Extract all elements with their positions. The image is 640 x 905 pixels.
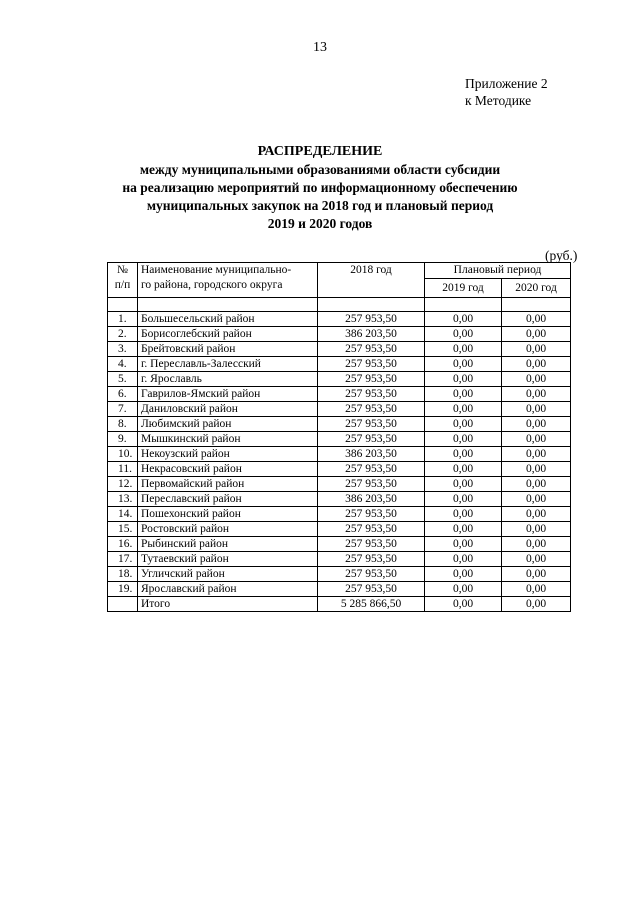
row-number: 16.	[108, 537, 138, 552]
header-2018: 2018 год	[318, 263, 425, 298]
table-row	[108, 537, 571, 552]
row-name: Тутаевский район	[138, 552, 318, 567]
row-value-2020: 0,00	[502, 312, 571, 327]
row-number: 9.	[108, 432, 138, 447]
table-row	[108, 582, 571, 597]
row-value-2020: 0,00	[502, 582, 571, 597]
row-name: Некоузский район	[138, 447, 318, 462]
total-row-number	[108, 597, 138, 612]
row-number: 18.	[108, 567, 138, 582]
row-value-2018: 257 953,50	[318, 387, 425, 402]
appendix-line-2: к Методике	[465, 93, 532, 108]
header-2019: 2019 год	[425, 279, 502, 298]
row-number: 8.	[108, 417, 138, 432]
row-value-2020: 0,00	[502, 372, 571, 387]
row-value-2020: 0,00	[502, 327, 571, 342]
row-number: 10.	[108, 447, 138, 462]
header-name	[138, 263, 318, 298]
header-number-line-2: п/п	[114, 279, 131, 291]
row-value-2020: 0,00	[502, 537, 571, 552]
header-planned-period: Плановый период	[425, 263, 571, 279]
row-value-2018: 257 953,50	[318, 312, 425, 327]
header-name-line-1: Наименование муниципально-	[141, 264, 292, 276]
row-number: 19.	[108, 582, 138, 597]
row-value-2018: 257 953,50	[318, 552, 425, 567]
row-value-2018: 386 203,50	[318, 327, 425, 342]
row-value-2020: 0,00	[502, 402, 571, 417]
row-number: 4.	[108, 357, 138, 372]
row-value-2019: 0,00	[425, 387, 502, 402]
row-value-2018: 257 953,50	[318, 567, 425, 582]
row-name: Ярославский район	[138, 582, 318, 597]
table-row	[108, 312, 571, 327]
header-number	[108, 263, 138, 298]
table-row	[108, 462, 571, 477]
table-row	[108, 387, 571, 402]
row-value-2018: 257 953,50	[318, 402, 425, 417]
row-name: Первомайский район	[138, 477, 318, 492]
total-row	[108, 597, 571, 612]
row-name: Некрасовский район	[138, 462, 318, 477]
row-value-2019: 0,00	[425, 447, 502, 462]
row-name: Большесельский район	[138, 312, 318, 327]
row-name: г. Переславль-Залесский	[138, 357, 318, 372]
row-value-2020: 0,00	[502, 522, 571, 537]
row-name: Гаврилов-Ямский район	[138, 387, 318, 402]
row-value-2020: 0,00	[502, 447, 571, 462]
row-value-2018: 257 953,50	[318, 432, 425, 447]
row-value-2020: 0,00	[502, 492, 571, 507]
total-row-value-2018: 5 285 866,50	[318, 597, 425, 612]
title-line-4: 2019 и 2020 годов	[267, 216, 373, 231]
table-row	[108, 447, 571, 462]
row-name: Любимский район	[138, 417, 318, 432]
row-value-2020: 0,00	[502, 432, 571, 447]
row-value-2019: 0,00	[425, 432, 502, 447]
row-value-2018: 257 953,50	[318, 507, 425, 522]
row-value-2019: 0,00	[425, 522, 502, 537]
row-value-2020: 0,00	[502, 462, 571, 477]
row-name: г. Ярославль	[138, 372, 318, 387]
appendix-line-1: Приложение 2	[465, 76, 548, 91]
table-row	[108, 477, 571, 492]
row-name: Даниловский район	[138, 402, 318, 417]
row-value-2019: 0,00	[425, 327, 502, 342]
page-number: 13	[313, 40, 327, 55]
row-name: Угличский район	[138, 567, 318, 582]
row-value-2019: 0,00	[425, 372, 502, 387]
table-row	[108, 372, 571, 387]
row-number: 2.	[108, 327, 138, 342]
row-number: 17.	[108, 552, 138, 567]
total-row-value-2019: 0,00	[425, 597, 502, 612]
row-name: Переславский район	[138, 492, 318, 507]
table-row	[108, 522, 571, 537]
total-row-name: Итого	[138, 597, 318, 612]
table-row	[108, 567, 571, 582]
row-value-2019: 0,00	[425, 417, 502, 432]
row-number: 5.	[108, 372, 138, 387]
table-row	[108, 402, 571, 417]
row-number: 3.	[108, 342, 138, 357]
row-value-2018: 257 953,50	[318, 582, 425, 597]
row-value-2019: 0,00	[425, 402, 502, 417]
table-row	[108, 327, 571, 342]
row-value-2019: 0,00	[425, 582, 502, 597]
row-name: Борисоглебский район	[138, 327, 318, 342]
table-row	[108, 432, 571, 447]
row-value-2019: 0,00	[425, 357, 502, 372]
row-number: 13.	[108, 492, 138, 507]
row-value-2018: 257 953,50	[318, 522, 425, 537]
row-value-2018: 257 953,50	[318, 477, 425, 492]
table-row	[108, 492, 571, 507]
row-number: 1.	[108, 312, 138, 327]
row-value-2018: 257 953,50	[318, 357, 425, 372]
row-name: Рыбинский район	[138, 537, 318, 552]
row-value-2020: 0,00	[502, 507, 571, 522]
table-row	[108, 552, 571, 567]
row-value-2018: 257 953,50	[318, 417, 425, 432]
row-number: 6.	[108, 387, 138, 402]
row-value-2020: 0,00	[502, 357, 571, 372]
header-name-line-2: го района, городского округа	[141, 279, 283, 291]
row-value-2019: 0,00	[425, 492, 502, 507]
currency-unit: (руб.)	[545, 248, 578, 263]
row-value-2018: 257 953,50	[318, 342, 425, 357]
row-value-2019: 0,00	[425, 567, 502, 582]
row-value-2018: 386 203,50	[318, 447, 425, 462]
row-number: 7.	[108, 402, 138, 417]
title-line-2: на реализацию мероприятий по информационному обеспечению	[122, 180, 518, 195]
row-value-2019: 0,00	[425, 477, 502, 492]
title-line-1: между муниципальными образованиями области субсидии	[139, 162, 501, 177]
table-row	[108, 417, 571, 432]
row-name: Брейтовский район	[138, 342, 318, 357]
row-value-2020: 0,00	[502, 552, 571, 567]
row-value-2020: 0,00	[502, 477, 571, 492]
row-value-2018: 257 953,50	[318, 537, 425, 552]
row-value-2019: 0,00	[425, 537, 502, 552]
row-number: 15.	[108, 522, 138, 537]
row-value-2020: 0,00	[502, 387, 571, 402]
appendix-note	[465, 75, 548, 109]
header-spacer-row	[108, 298, 571, 312]
row-number: 11.	[108, 462, 138, 477]
document-title	[0, 143, 640, 233]
row-number: 12.	[108, 477, 138, 492]
row-value-2018: 257 953,50	[318, 372, 425, 387]
total-row-value-2020: 0,00	[502, 597, 571, 612]
row-value-2019: 0,00	[425, 507, 502, 522]
row-value-2019: 0,00	[425, 312, 502, 327]
row-value-2020: 0,00	[502, 417, 571, 432]
row-value-2019: 0,00	[425, 462, 502, 477]
row-name: Мышкинский район	[138, 432, 318, 447]
title-line-3: муниципальных закупок на 2018 год и плановый период	[146, 198, 494, 213]
row-name: Пошехонский район	[138, 507, 318, 522]
row-number: 14.	[108, 507, 138, 522]
row-name: Ростовский район	[138, 522, 318, 537]
header-number-line-1: №	[117, 264, 128, 276]
table-row	[108, 357, 571, 372]
table-row	[108, 507, 571, 522]
table-row	[108, 342, 571, 357]
row-value-2018: 386 203,50	[318, 492, 425, 507]
row-value-2020: 0,00	[502, 342, 571, 357]
distribution-table	[107, 262, 571, 612]
row-value-2019: 0,00	[425, 342, 502, 357]
row-value-2020: 0,00	[502, 567, 571, 582]
title-main: РАСПРЕДЕЛЕНИЕ	[257, 144, 383, 159]
row-value-2018: 257 953,50	[318, 462, 425, 477]
header-2020: 2020 год	[502, 279, 571, 298]
row-value-2019: 0,00	[425, 552, 502, 567]
